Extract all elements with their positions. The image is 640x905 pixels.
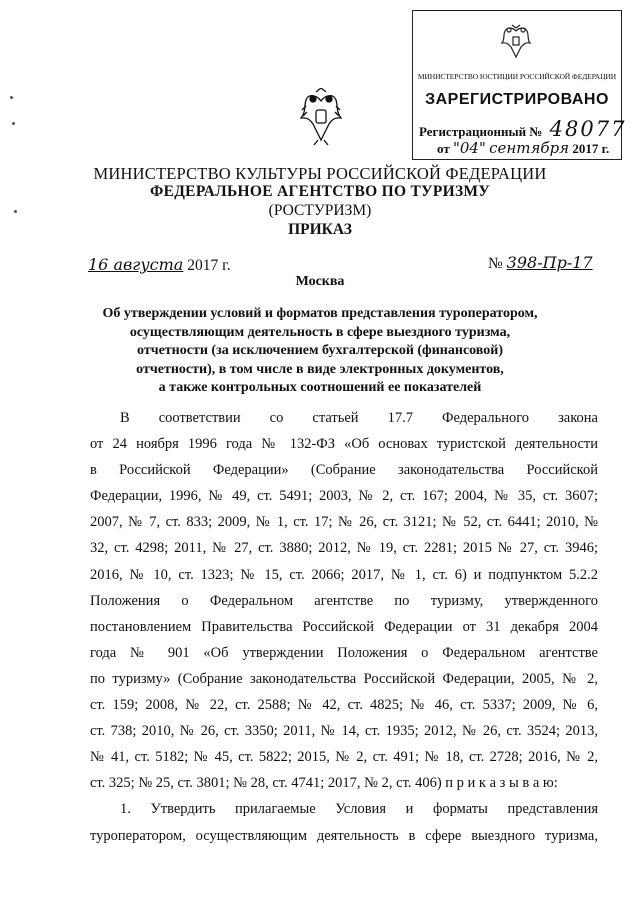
body-line: № 41, ст. 5182; № 45, ст. 5822; 2015, № 2, ст. 491; № 18, ст. 2728; 2016, № 2, [90, 749, 598, 766]
body-line: В соответствии со статьей 17.7 Федерального закона [120, 410, 598, 426]
stamp-reg-label: Регистрационный № [419, 124, 543, 139]
body-line: от 24 ноября 1996 года № 132-ФЗ «Об основах туристской деятельности [90, 436, 598, 453]
stamp-reg-number: 48077 [549, 117, 627, 141]
order-city: Москва [295, 274, 345, 289]
scan-speck [10, 96, 13, 99]
order-date [88, 255, 231, 275]
body-line: в Российской Федерации» (Собрание законодательства Российской [90, 462, 598, 479]
body-line: года № 901 «Об утверждении Положения о Федеральном агентстве [90, 644, 598, 661]
body-line: ст. 738; 2010, № 26, ст. 3350; 2011, № 14, ст. 1935; 2012, № 26, ст. 3524; 2013, [90, 723, 598, 740]
agency-heading: ФЕДЕРАЛЬНОЕ АГЕНТСТВО ПО ТУРИЗМУ [149, 183, 491, 200]
order-number [488, 253, 593, 273]
order-number-prefix: № [488, 255, 503, 272]
body-line: постановлением Правительства Российской Федерации от 31 декабря 2004 [90, 618, 598, 635]
stamp-date-prefix: от [437, 141, 450, 156]
stamp-date-row [437, 139, 609, 157]
body-line: 1. Утвердить прилагаемые Условия и форматы представления [120, 801, 598, 818]
stamp-reg-row [419, 117, 626, 141]
ministry-heading: МИНИСТЕРСТВО КУЛЬТУРЫ РОССИЙСКОЙ ФЕДЕРАЦИИ [93, 164, 547, 183]
stamp-ministry: МИНИСТЕРСТВО ЮСТИЦИИ РОССИЙСКОЙ ФЕДЕРАЦИИ [417, 72, 617, 81]
order-date-handwritten: 16 августа [88, 255, 184, 274]
order-number-handwritten: 398-Пр-17 [506, 253, 593, 272]
body-line: Положения о Федеральном агентстве по туризму, утвержденного [90, 592, 598, 609]
title-line: осуществляющим деятельность в сфере выездного туризма, [129, 324, 511, 340]
order-year: 2017 г. [187, 257, 231, 274]
body-line: по туризму» (Собрание законодательства Российской Федерации, 2005, № 2, [90, 670, 598, 687]
registration-stamp [412, 10, 627, 160]
order-title [90, 305, 550, 398]
coat-of-arms-icon [300, 88, 342, 146]
agency-abbreviation: (РОСТУРИЗМ) [268, 202, 372, 219]
title-line: отчетности), в том числе в виде электронных документов, [136, 361, 504, 377]
body-line: 2016, № 10, ст. 1323; № 15, ст. 2066; 2017, № 1, ст. 6) и подпунктом 5.2.2 [90, 566, 598, 583]
title-line: отчетности (за исключением бухгалтерской (финансовой) [137, 343, 503, 358]
body-line: туроператором, осуществляющим деятельность в сфере выездного туризма, [90, 827, 598, 844]
body-line: 32, ст. 4298; 2011, № 27, ст. 3880; 2012, № 19, ст. 2281; 2015 № 27, ст. 3946; [90, 540, 598, 557]
stamp-date-day: "04" [452, 139, 486, 157]
body-line: ст. 325; № 25, ст. 3801; № 28, ст. 4741; 2017, № 2, ст. 406) п р и к а з ы в а ю: [90, 775, 558, 792]
body-line: ст. 159; 2008, № 22, ст. 2588; № 42, ст. 4825; № 46, ст. 5337; 2009, № 6, [90, 697, 598, 714]
title-line: а также контрольных соотношений ее показателей [158, 380, 482, 395]
stamp-registered: ЗАРЕГИСТРИРОВАНО [425, 91, 609, 108]
scan-speck [12, 122, 15, 125]
stamp-date-suffix: г. [601, 141, 610, 156]
double-headed-eagle-icon [499, 23, 533, 63]
stamp-date-month: сентября [489, 139, 570, 157]
body-line: Федерации, 1996, № 49, ст. 5491; 2003, № 2, ст. 167; 2004, № 35, ст. 3607; [90, 488, 598, 505]
order-body [90, 405, 598, 849]
title-line: Об утверждении условий и форматов представления туроператором, [102, 306, 538, 321]
document-type: ПРИКАЗ [288, 221, 352, 238]
stamp-date-year: 2017 [572, 141, 599, 156]
body-line: 2007, № 7, ст. 833; 2009, № 1, ст. 17; № 26, ст. 3121; № 52, ст. 6441; 2010, № [90, 514, 598, 531]
